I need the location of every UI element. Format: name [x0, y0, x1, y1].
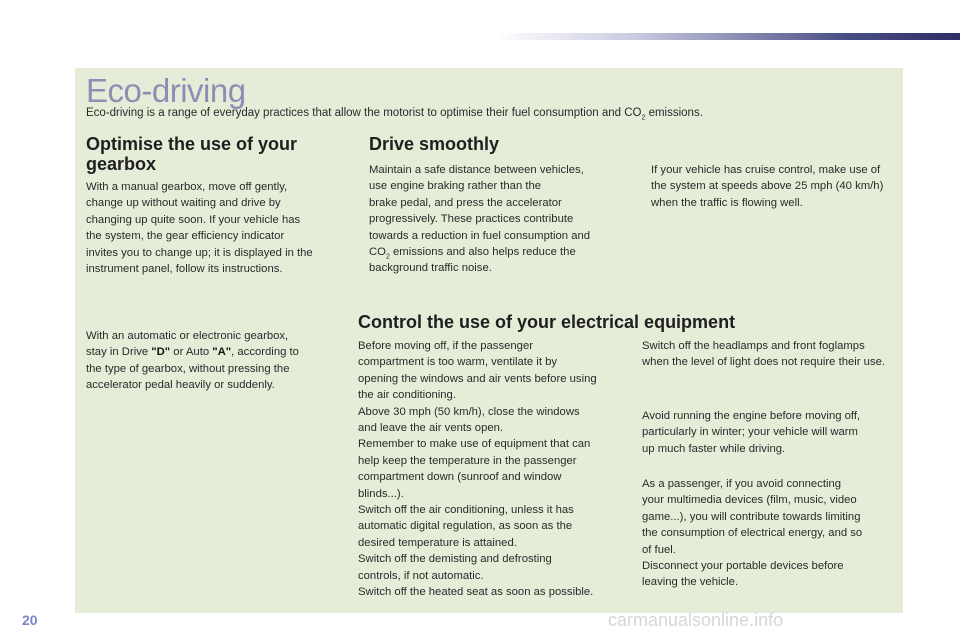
electrical-left-text [358, 338, 597, 601]
text-line: of fuel. [642, 543, 676, 556]
gearbox-heading: Optimise the use of your gearbox [86, 134, 298, 174]
intro-text: Eco-driving is a range of everyday practices that allow the motorist to optimise their fuel consumption and $CO_2$ emissions. [86, 107, 703, 122]
header-gradient-bar [495, 33, 960, 40]
text-line: particularly in winter; your vehicle will warm [642, 426, 858, 439]
text-line: the system, the gear efficiency indicator [86, 230, 285, 243]
headlamps-text [642, 338, 885, 371]
text-line: invites you to change up; it is displayed in the [86, 246, 313, 259]
page-number: 20 [22, 612, 38, 628]
text-line: With a manual gearbox, move off gently, [86, 181, 288, 193]
text-line: instrument panel, follow its instructions. [86, 263, 283, 276]
text-line: when the level of light does not require their use. [642, 356, 886, 369]
text-line: leaving the vehicle. [642, 576, 739, 589]
text-line: use engine braking rather than the [369, 180, 542, 193]
text-line: your multimedia devices (film, music, video [642, 494, 857, 507]
text-line: Switch off the heated seat as soon as possible. [358, 586, 594, 599]
text-line: opening the windows and air vents before using [358, 372, 597, 385]
text-line: blinds...). [358, 487, 404, 500]
text-line: Avoid running the engine before moving off, [642, 410, 861, 422]
text-line: Switch off the demisting and defrosting [358, 553, 552, 566]
manual-gearbox-text [86, 179, 313, 277]
text-line: when the traffic is flowing well. [651, 196, 803, 209]
text-line: the air conditioning. [358, 389, 456, 402]
multimedia-devices-text [642, 476, 862, 591]
text-line: If your vehicle has cruise control, make use of [651, 164, 881, 176]
drive-smoothly-text: Maintain a safe distance between vehicles, use engine braking rather than the brake pedal, and press the accelerator progressively. These practices contribute towards a reduction in fuel consumption and $CO_2$ emissions and also helps reduce the background traffic noise. [369, 164, 591, 275]
text-line: Switch off the headlamps and front foglamps [642, 340, 865, 352]
text-line: Remember to make use of equipment that can [358, 438, 591, 451]
text-line: As a passenger, if you avoid connecting [642, 478, 842, 490]
text-line: Switch off the air conditioning, unless it has [358, 504, 574, 517]
text-line: change up without waiting and drive by [86, 197, 281, 210]
text-line: the consumption of electrical energy, and so [642, 527, 863, 540]
text-line: game...), you will contribute towards limiting [642, 510, 861, 523]
text-line: brake pedal, and press the accelerator [369, 196, 562, 209]
text-line: and leave the air vents open. [358, 422, 504, 435]
text-line: desired temperature is attained. [358, 536, 517, 549]
text-line: changing up quite soon. If your vehicle has [86, 213, 301, 226]
text-line: compartment is too warm, ventilate it by [358, 356, 558, 369]
text-line: towards a reduction in fuel consumption and [369, 229, 591, 242]
automatic-gearbox-text: With an automatic or electronic gearbox, stay in Drive "D" or Auto "A", according to the type of gearbox, without pressing the accelerator pedal heavily or suddenly. [86, 330, 299, 392]
text-line: Disconnect your portable devices before [642, 560, 844, 573]
engine-warmup-text [642, 408, 860, 457]
text-line: progressively. These practices contribute [369, 213, 574, 226]
drive-smoothly-heading: Drive smoothly [369, 134, 500, 154]
text-line: controls, if not automatic. [358, 569, 484, 582]
page-title: Eco-driving [86, 72, 246, 109]
text-line: compartment down (sunroof and window [358, 471, 562, 484]
text-line: the system at speeds above 25 mph (40 km/h) [651, 180, 884, 193]
electrical-heading: Control the use of your electrical equipment [358, 312, 736, 332]
text-line: help keep the temperature in the passenger [358, 454, 577, 467]
text-line: automatic digital regulation, as soon as the [358, 520, 573, 533]
text-line: Before moving off, if the passenger [358, 340, 533, 352]
text-line: Maintain a safe distance between vehicles, [369, 164, 584, 176]
text-line: Above 30 mph (50 km/h), close the windows [358, 405, 580, 418]
text-line: up much faster while driving. [642, 442, 786, 455]
watermark: carmanualsonline.info [608, 610, 784, 630]
cruise-control-text [651, 162, 883, 211]
